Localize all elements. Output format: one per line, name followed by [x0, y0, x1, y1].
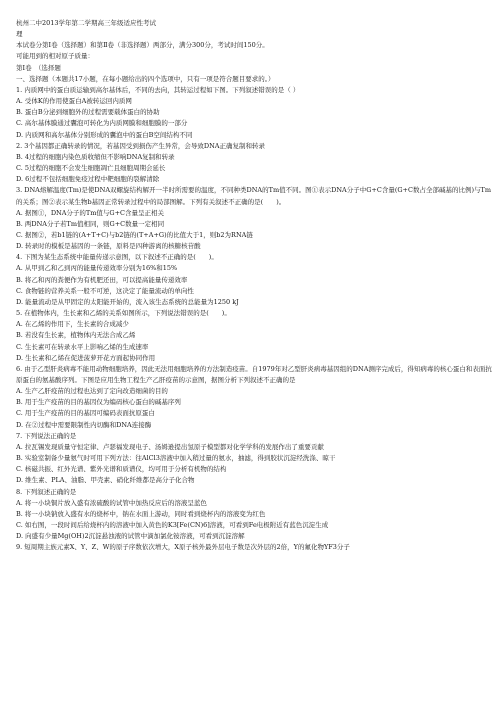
option-7b: B. 实验室制备少量氨气时可用下列方法：往AlCl3溶液中加入稍过量的氨水，抽滤，得到胶状沉淀经洗涤、晾干: [16, 454, 336, 463]
section-heading: 第Ⅰ卷 （选择题: [16, 63, 61, 72]
option-2d: D. 6过程不包括细胞免疫过程中靶细胞的裂解清除: [16, 175, 160, 184]
option-8d: D. 向盛有少量Mg(OH)2沉淀悬浊液的试管中滴加氯化铵溶液，可看到沉淀溶解: [16, 532, 245, 541]
part-heading: 一、选择题（本题共17小题，在每小题给出的四个选项中，只有一项是符合题目要求的。）: [16, 74, 275, 83]
exam-instructions: 本试卷分第Ⅰ卷（选择题）和第Ⅱ卷（非选择题）两部分，满分300分，考试时间150分。: [16, 41, 269, 50]
option-6c: C. 用于生产疫苗的目的基因可编码表面抗原蛋白: [16, 409, 155, 418]
subject-label: 理: [16, 30, 23, 39]
question-7: 7. 下列说法正确的是: [16, 431, 77, 440]
question-5: 5. 在植物体内，生长素和乙烯的关系如图所示，下列说法错误的是( )。: [16, 309, 231, 318]
option-3d: D. 转录时的模板是基因的一条链，原料是四种游离的核糖核苷酸: [16, 242, 201, 251]
question-4: 4. 下图为某生态系统中能量传递示意图，以下叙述不正确的是( )。: [16, 253, 218, 262]
option-3c: C. 据图②，若b1链的(A+T+C)与b2链的(T+A+G)的比值大于1，则b2为RNA链: [16, 230, 253, 239]
option-6a: A. 生产乙肝疫苗的过程也达到了定向改造细菌的目的: [16, 387, 168, 396]
option-2b: B. 4过程的细胞内染色质收缩但不影响DNA复制和转录: [16, 152, 175, 161]
question-1: 1. 内质网中的蛋白质运输到高尔基体后，不同的去向，其转运过程如下图。下列叙述错误的是（ ）: [16, 85, 300, 94]
option-4d: D. 能量流动是从甲固定的太阳能开始的，流入该生态系统的总能量为1250 kJ: [16, 297, 239, 306]
question-8: 8. 下列叙述正确的是: [16, 487, 77, 496]
option-7d: D. 维生素、PLA、油脂、甲壳素、硝化纤维都是高分子化合物: [16, 476, 195, 485]
option-8b: B. 将一小块钠放入盛有水的烧杯中，钠在水面上游动，同时看到烧杯内的溶液变为红色: [16, 509, 266, 518]
option-1d: D. 内质网和高尔基体分别形成的囊泡中的蛋白B空间结构不同: [16, 130, 193, 139]
option-7c: C. 核磁共振、红外光谱、紫外光谱和质谱仪，均可用于分析有机物的结构: [16, 465, 227, 474]
option-1b: B. 蛋白B分泌到细胞外的过程需要载体蛋白的协助: [16, 108, 160, 117]
atomic-mass-label: 可能用到的相对原子质量：: [16, 52, 94, 61]
option-3b: B. 两DNA分子若Tm值相同，则G+C数量一定相同: [16, 219, 165, 228]
option-1a: A. 受体K的作用使蛋白A被转运回内质网: [16, 97, 132, 106]
option-8c: C. 如右图，一段时间后给烧杯内的溶液中加入黄色的K3[Fe(CN)6]溶液，可看到Fe电极附近有蓝色沉淀生成: [16, 521, 329, 530]
option-5b: B. 若没有生长素，植物体内无法合成乙烯: [16, 331, 136, 340]
option-4a: A. 从甲到乙和乙到丙的能量传递效率分别为16%和15%: [16, 264, 178, 273]
question-6: 6. 由于乙型肝炎病毒不能用动物细胞培养，因此无法用细胞培养的方法制造疫苗。自1979年对乙型肝炎病毒基因组的DNA测序完成后，得知病毒的核心蛋白和表面抗原蛋白的氨基酸序列。下图是应用生物工程生产乙肝疫苗的示意图，据图分析下列叙述不正确的是: [16, 364, 492, 384]
option-1c: C. 高尔基体膜通过囊泡可转化为内质网膜和细胞膜的一部分: [16, 119, 188, 128]
question-3: 3. DNA熔解温度(Tm)是使DNA双螺旋结构解开一半时所需要的温度，不同种类DNA的Tm值不同。图①表示DNA分子中G+C含量(G+C数占全部碱基的比例)与Tm的关系；图②表示某生物b基因正常转录过程中的局部图解。下列有关叙述不正确的是( )。: [16, 186, 492, 206]
option-4c: C. 食物链的营养关系一般不可逆，这决定了能量流动的单向性: [16, 286, 194, 295]
question-2: 2. 3个基因都正确转录的情况，若基因受到损伤产生异常，会导致DNA正确复制和转录: [16, 141, 265, 150]
option-5c: C. 生长素可在转录水平上影响乙烯的生成速率: [16, 342, 149, 351]
option-4b: B. 将乙和丙的粪便作为有机肥还田，可以提高能量传递效率: [16, 275, 188, 284]
question-9: 9. 短周期主族元素X、Y、Z、W的原子序数依次增大，X原子核外最外层电子数是次外层的2倍，Y的氟化物YF3分子: [16, 543, 350, 552]
option-6d: D. 在②过程中需要限制性内切酶和DNA连接酶: [16, 420, 152, 429]
option-8a: A. 将一小块铜片放入盛有浓硫酸的试管中加热反应后的溶液呈蓝色: [16, 498, 207, 507]
option-2c: C. 5过程的细胞不会发生细胞凋亡且细胞周期会延长: [16, 164, 166, 173]
option-7a: A. 拉瓦锡发现质量守恒定律、卢瑟福发现电子、汤姆逊提出氢原子模型都对化学学科的发展作出了重要贡献: [16, 442, 324, 451]
option-5a: A. 在乙烯的作用下，生长素的合成减少: [16, 320, 129, 329]
exam-title: 杭州二中2013学年第二学期高三年级适应性考试: [16, 19, 157, 27]
option-5d: D. 生长素和乙烯在促进菠萝开花方面起协同作用: [16, 353, 156, 362]
option-6b: B. 用于生产疫苗的目的基因仅为编码核心蛋白的碱基序列: [16, 398, 181, 407]
option-3a: A. 据图①，DNA分子的Tm值与G+C含量呈正相关: [16, 208, 165, 217]
